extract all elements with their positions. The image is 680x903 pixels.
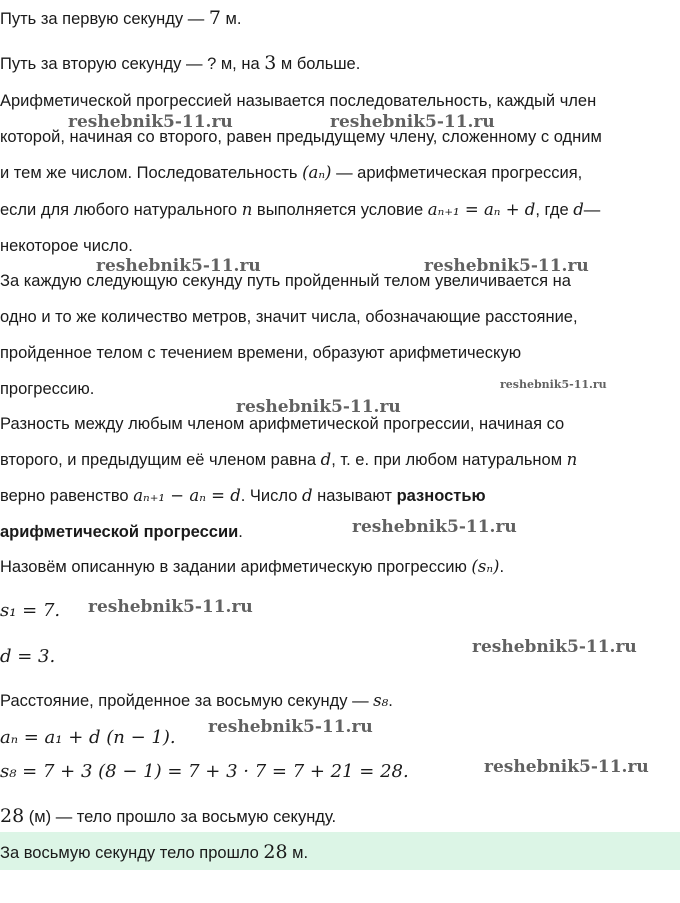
line-second-second: Путь за вторую секунду — ? м, на 3 м больше. <box>0 52 361 74</box>
para-difference-line-1: Разность между любым членом арифметической прогрессии, начиная со <box>0 415 565 433</box>
equation-d: d = 3. <box>0 646 56 667</box>
line-first-second: Путь за первую секунду — 7 м. <box>0 7 242 29</box>
line-result: 28 (м) — тело прошло за восьмую секунду. <box>0 805 337 827</box>
answer-text: За восьмую секунду тело прошло 28 м. <box>0 841 309 863</box>
equation-s8-calc: s₈ = 7 + 3 (8 − 1) = 7 + 3 · 7 = 7 + 21 = 28. <box>0 761 409 782</box>
watermark: reshebnik5-11.ru <box>500 378 607 391</box>
watermark: reshebnik5-11.ru <box>424 256 589 276</box>
watermark: reshebnik5-11.ru <box>330 112 495 132</box>
para-reasoning-line-2: одно и то же количество метров, значит числа, обозначающие расстояние, <box>0 308 578 326</box>
sequence-s-math: (sₙ) <box>471 557 500 576</box>
watermark: reshebnik5-11.ru <box>96 256 261 276</box>
para-difference-line-3: верно равенство aₙ₊₁ − aₙ = d. Число d называют разностью <box>0 486 486 505</box>
difference-formula: aₙ₊₁ − aₙ = d <box>133 486 241 505</box>
para-difference-line-4: арифметической прогрессии. <box>0 523 243 541</box>
term-difference-bold: разностью <box>396 487 486 505</box>
watermark: reshebnik5-11.ru <box>352 517 517 537</box>
sequence-a-math: (aₙ) <box>302 163 332 182</box>
line-distance-eighth: Расстояние, пройденное за восьмую секунду — s₈. <box>0 691 393 710</box>
para-reasoning-line-1: За каждую следующую секунду путь пройденный телом увеличивается на <box>0 272 571 290</box>
term-progression-bold: арифметической прогрессии <box>0 523 239 541</box>
para-definition-line-2: которой, начиная со второго, равен предыдущему члену, сложенному с одним <box>0 128 602 146</box>
watermark: reshebnik5-11.ru <box>484 757 649 777</box>
watermark: reshebnik5-11.ru <box>88 597 253 617</box>
watermark: reshebnik5-11.ru <box>472 637 637 657</box>
line-name-progression: Назовём описанную в задании арифметическую прогрессию (sₙ). <box>0 557 505 576</box>
recurrence-formula: aₙ₊₁ = aₙ + d <box>427 200 536 219</box>
equation-general-term: aₙ = a₁ + d (n − 1). <box>0 727 176 748</box>
watermark: reshebnik5-11.ru <box>236 397 401 417</box>
equation-s1: s₁ = 7. <box>0 600 61 621</box>
para-difference-line-2: второго, и предыдущим её членом равна d, т. е. при любом натуральном n <box>0 450 578 469</box>
para-definition-line-1: Арифметической прогрессией называется последовательность, каждый член <box>0 92 597 110</box>
para-definition-line-4: если для любого натурального n выполняется условие aₙ₊₁ = aₙ + d, где d— <box>0 200 601 219</box>
watermark: reshebnik5-11.ru <box>208 717 373 737</box>
watermark: reshebnik5-11.ru <box>68 112 233 132</box>
answer-box <box>0 832 680 870</box>
para-definition-line-5: некоторое число. <box>0 237 133 255</box>
para-definition-line-3: и тем же числом. Последовательность (aₙ) — арифметическая прогрессия, <box>0 163 583 182</box>
para-reasoning-line-3: пройденное телом с течением времени, образуют арифметическую <box>0 344 522 362</box>
para-reasoning-line-4: прогрессию. <box>0 380 95 398</box>
